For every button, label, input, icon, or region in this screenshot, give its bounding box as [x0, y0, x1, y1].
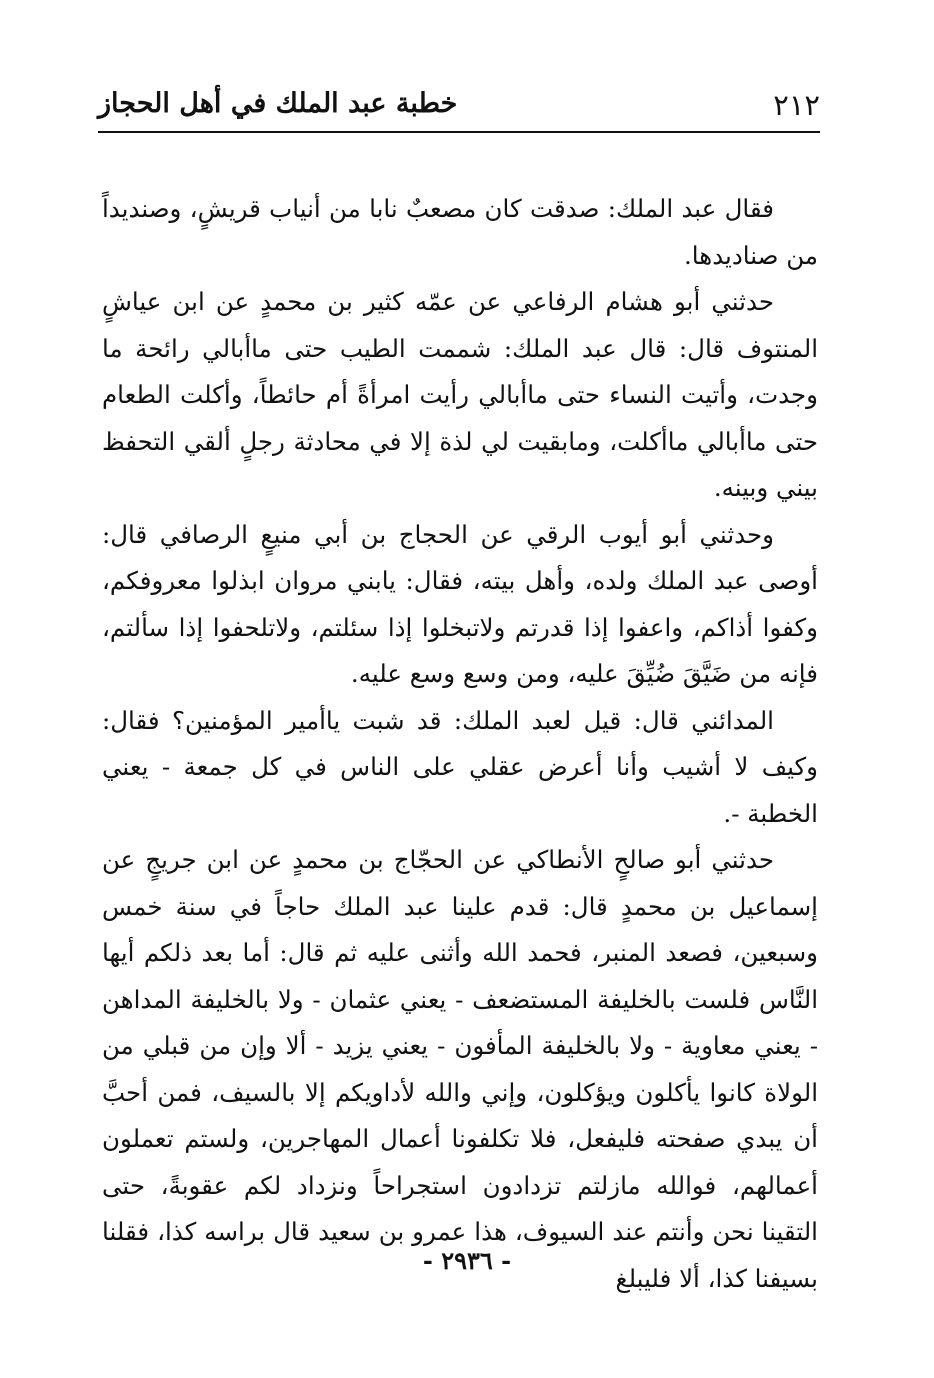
paragraph: فقال عبد الملك: صدقت كان مصعبٌ نابا من أنياب قريشٍ، وصنديداً من صناديدها.	[102, 194, 818, 270]
paragraph: وحدثني أبو أيوب الرقي عن الحجاج بن أبي منيعٍ الرصافي قال: أوصى عبد الملك ولده، وأهل بيته، فقال: يابني مروان ابذلوا معروفكم، وكفوا أذاكم، واعفوا إذا قدرتم ولاتبخلوا إذا سئلتم، ولاتلحفوا إذا سألتم، فإنه من ضَيَّقَ ضُيِّقَ عليه، ومن وسع وسع عليه.	[102, 519, 818, 688]
page-number: ٢١٢	[773, 88, 820, 122]
paragraph: حدثني أبو صالحٍ الأنطاكي عن الحجّاج بن محمدٍ عن ابن جريجٍ عن إسماعيل بن محمدٍ قال: قدم علينا عبد الملك حاجاً في سنة خمس وسبعين، فصعد المنبر، فحمد الله وأثنى عليه ثم قال: أما بعد ذلكم أيها النَّاس فلست بالخليفة المستضعف - يعني عثمان - ولا بالخليفة المداهن - يعني معاوية - ولا بالخليفة المأفون - يعني يزيد - ألا وإن من قبلي من الولاة كانوا يأكلون ويؤكلون، وإني والله لأداويكم إلا بالسيف، فمن أحبَّ أن يبدي صفحته فليفعل، فلا تكلفونا أعمال المهاجرين، ولستم تعملون أعمالهم، فوالله مازلتم تزدادون استجراحاً ونزداد لكم عقوبةً، حتى التقينا نحن وأنتم عند السيوف، هذا عمرو بن سعيد قال براسه كذا، فقلنا بسيفنا كذا، ألا فليبلغ	[102, 845, 818, 1293]
page-header	[98, 86, 820, 128]
running-title: خطبة عبد الملك في أهل الحجاز	[98, 88, 458, 119]
paragraph: حدثني أبو هشام الرفاعي عن عمّه كثير بن محمدٍ عن ابن عياشٍ المنتوف قال: قال عبد الملك: شممت الطيب حتى ماأبالي رائحة ما وجدت، وأتيت النساء حتى ماأبالي رأيت امرأةً أم حائطاً، وأكلت الطعام حتى ماأبالي ماأكلت، ومابقيت لي لذة إلا في محادثة رجلٍ ألقي التحفظ بيني وبينه.	[102, 287, 818, 502]
folio-number: - ٢٩٣٦ -	[422, 1246, 512, 1275]
header-rule	[98, 131, 820, 133]
paragraph: المدائني قال: قيل لعبد الملك: قد شبت ياأمير المؤمنين؟ فقال: وكيف لا أشيب وأنا أعرض عقلي على الناس في كل جمعة - يعني الخطبة -.	[102, 705, 818, 828]
body-text	[102, 186, 818, 1302]
